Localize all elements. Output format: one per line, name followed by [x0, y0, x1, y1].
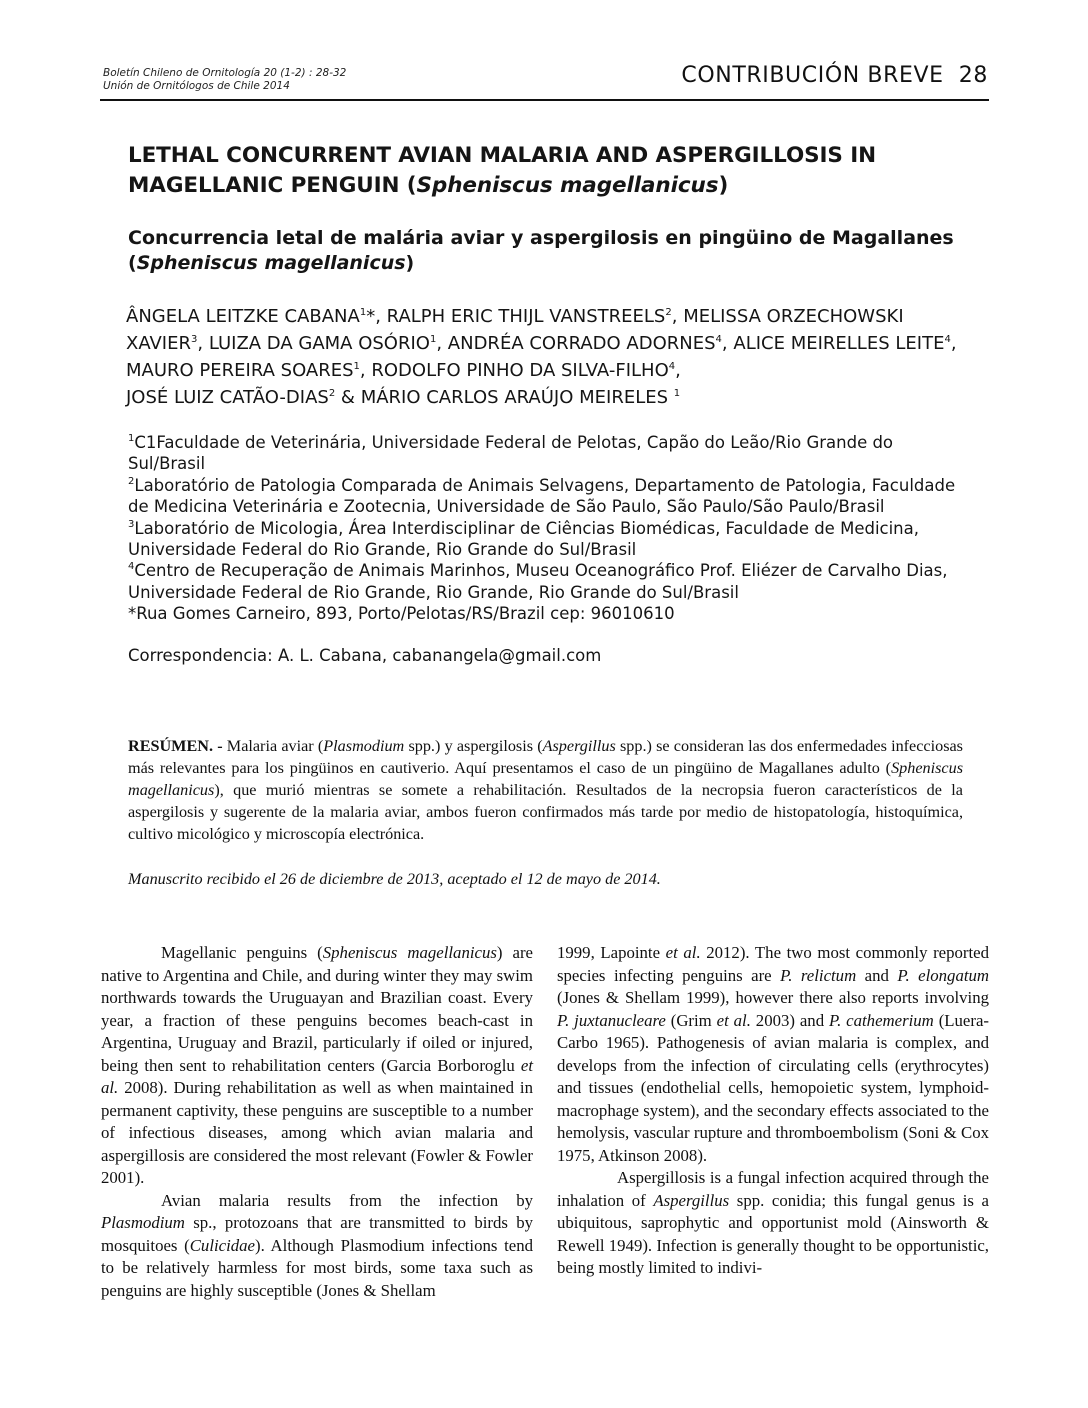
author: MELISSA ORZECHOWSKI XAVIER$^3$,: [126, 306, 904, 354]
author: RODOLFO PINHO DA SILVA-FILHO$^4$,: [371, 360, 681, 381]
affiliation: $^3$Laboratório de Micologia, Área Interdisciplinar de Ciências Biomédicas, Faculdade de Medicina, Universidade Federal do Rio Grande, Rio Grande do Sul/Brasil: [128, 518, 919, 560]
affiliation: $^2$Laboratório de Patologia Comparada de Animais Selvagens, Departamento de Patologia, Faculdade de Medicina Veterinária e Zootecnia, Universidade de São Paulo, São Paulo/São Paulo/Brasil: [128, 475, 956, 517]
author-list: [126, 303, 986, 411]
affiliation: $^4$Centro de Recuperação de Animais Marinhos, Museu Oceanográfico Prof. Eliézer de Carvalho Dias, Universidade Federal de Rio Grande, Rio Grande, Rio Grande do Sul/Brasil: [128, 561, 948, 602]
body-column-right: [557, 942, 989, 1280]
article-title-spanish: Concurrencia letal de malária aviar y aspergilosis en pingüino de Magallanes (Spheniscus magellanicus): [128, 227, 954, 274]
author: MÁRIO CARLOS ARAÚJO MEIRELES $^1$: [360, 387, 681, 408]
correspondence: Correspondencia: A. L. Cabana, cabanangela@gmail.com: [128, 646, 602, 665]
author: LUIZA DA GAMA OSÓRIO$^1$,: [208, 333, 448, 354]
body-column-left: [101, 942, 533, 1302]
journal-citation-line: Boletín Chileno de Ornitología 20 (1-2) : 28-32: [103, 67, 347, 79]
author: RALPH ERIC THIJL VANSTREELS$^2$,: [386, 306, 684, 327]
author: ALICE MEIRELLES LEITE$^4$,: [733, 333, 957, 354]
paragraph: 1999, Lapointe et al. 2012). The two most commonly reported species infecting penguins are P. relictum and P. elongatum (Jones & Shellam 1999), however there also reports involving P. juxtanucleare (Grim et al. 2003) and P. cathemerium (Luera- Carbo 1965). Pathogenesis of avian malaria is complex, and develops from the infection of circulating cells (erythrocytes) and tissues (endothelial cells, hemopoietic system, lymphoid-macrophage system), and the secondary effects associated to the hemolysis, vascular rupture and thromboembolism (Soni & Cox 1975, Atkinson 2008).: [557, 943, 990, 1165]
article-title: LETHAL CONCURRENT AVIAN MALARIA AND ASPERGILLOSIS IN MAGELLANIC PENGUIN (Spheniscus magellanicus): [128, 143, 876, 198]
author: ANDRÉA CORRADO ADORNES$^4$,: [447, 333, 734, 354]
manuscript-dates: Manuscrito recibido el 26 de diciembre de 2013, aceptado el 12 de mayo de 2014.: [128, 870, 661, 888]
paragraph: Magellanic penguins (Spheniscus magellanicus) are native to Argentina and Chile, and during winter they may swim northwards towards the Uruguayan and Brazilian coast. Every year, a fraction of these penguins becomes beach-cast in Argentina, Uruguay and Brazil, particularly if oiled or injured, being then sent to rehabilitation centers (Garcia Borboroglu et al. 2008). During rehabilitation as well as when maintained in permanent captivity, these penguins are susceptible to a number of infectious diseases, among which avian malaria and aspergillosis are considered the most relevant (Fowler & Fowler 2001).: [101, 943, 533, 1187]
postal-address: *Rua Gomes Carneiro, 893, Porto/Pelotas/RS/Brazil cep: 96010610: [128, 604, 675, 624]
author: JOSÉ LUIZ CATÃO-DIAS$^2$ &: [126, 387, 361, 408]
affiliations: [128, 432, 968, 625]
species-name: Spheniscus magellanicus: [416, 173, 719, 198]
author: MAURO PEREIRA SOARES$^1$,: [126, 360, 372, 381]
journal-citation: [103, 67, 346, 93]
abstract-label: RESÚMEN. -: [128, 737, 223, 755]
author: ÂNGELA LEITZKE CABANA$^1$*,: [126, 306, 387, 327]
paragraph: Avian malaria results from the infection by Plasmodium sp., protozoans that are transmitted to birds by mosquitoes (Culicidae). Although Plasmodium infections tend to be relatively harmless for most birds, some taxa such as penguins are highly susceptible (Jones & Shellam: [101, 1190, 533, 1300]
section-label: CONTRIBUCIÓN BREVE 28: [681, 63, 988, 88]
species-name: Spheniscus magellanicus: [136, 252, 406, 274]
header-rule: [100, 99, 989, 101]
abstract: RESÚMEN. - Malaria aviar (Plasmodium spp.) y aspergilosis (Aspergillus spp.) se consideran las dos enfermedades infecciosas más relevantes para los pingüinos en cautiverio. Aquí presentamos el caso de un pingüino de Magallanes adulto (Spheniscus magellanicus), que murió mientras se somete a rehabilitación. Resultados de la necropsia fueron característicos de la aspergilosis y sugerente de la malaria aviar, ambos fueron confirmados más tarde por medio de histopatología, histoquímica, cultivo micológico y microscopía electrónica.: [128, 737, 963, 843]
paragraph: Aspergillosis is a fungal infection acquired through the inhalation of Aspergillus spp. conidia; this fungal genus is a ubiquitous, saprophytic and opportunist mold (Ainsworth & Rewell 1949). Infection is generally thought to be opportunistic, being mostly limited to indivi-: [557, 1168, 990, 1277]
journal-publisher-line: Unión de Ornitólogos de Chile 2014: [103, 80, 290, 92]
affiliation: $^1$C1Faculdade de Veterinária, Universidade Federal de Pelotas, Capão do Leão/Rio Grande do Sul/Brasil: [128, 433, 894, 474]
